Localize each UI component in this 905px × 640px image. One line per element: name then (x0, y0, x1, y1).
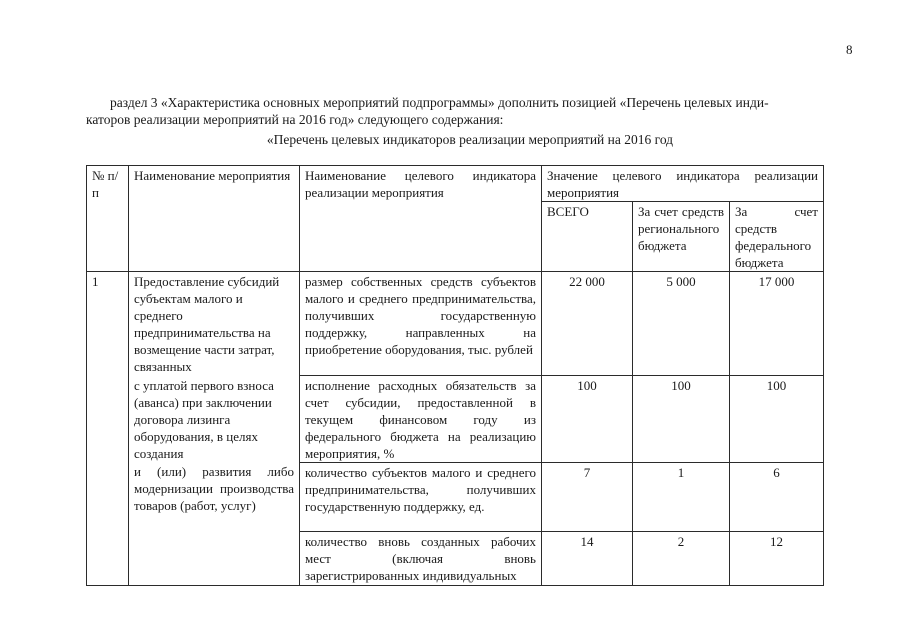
header-regional: За счет средств регионального бюджета (633, 202, 730, 272)
indicator-regional: 5 000 (633, 272, 730, 376)
indicator-federal: 100 (730, 376, 824, 463)
indicator-name: размер собственных средств субъектов малого и среднего предпринимательства, получивших государственную поддержку, направленных на приобретение оборудования, тыс. рублей (300, 272, 542, 376)
indicator-federal: 12 (730, 532, 824, 586)
indicator-total: 22 000 (542, 272, 633, 376)
indicator-name: количество субъектов малого и среднего предпринимательства, получивших государственную поддержку, ед. (300, 463, 542, 532)
event-name-part-1: Предоставление субсидий субъектам малого и среднего предпринимательства на возмещение части затрат, связанных (134, 274, 280, 374)
header-num: № п/п (87, 166, 129, 272)
header-indicator-name: Наименование целевого индикатора реализации мероприятия (300, 166, 542, 272)
header-total: ВСЕГО (542, 202, 633, 272)
indicator-total: 14 (542, 532, 633, 586)
table-row (87, 272, 824, 376)
indicator-regional: 2 (633, 532, 730, 586)
indicator-name: количество вновь созданных рабочих мест (включая вновь зарегистрированных индивидуальных (300, 532, 542, 586)
indicator-regional: 100 (633, 376, 730, 463)
indicator-federal: 6 (730, 463, 824, 532)
header-value-group: Значение целевого индикатора реализации мероприятия (542, 166, 824, 202)
header-event-name: Наименование мероприятия (129, 166, 300, 272)
indicator-total: 7 (542, 463, 633, 532)
intro-line-2: каторов реализации мероприятий на 2016 год» следующего содержания: (86, 112, 504, 127)
table-caption: «Перечень целевых индикаторов реализации мероприятий на 2016 год (266, 132, 674, 147)
event-name-part-2: с уплатой первого взноса (аванса) при заключении договора лизинга оборудования, в целях создания (134, 378, 274, 461)
row-num: 1 (87, 272, 129, 586)
header-federal: За счет средств федерального бюджета (730, 202, 824, 272)
indicator-regional: 1 (633, 463, 730, 532)
intro-line-1: раздел 3 «Характеристика основных мероприятий подпрограммы» дополнить позицией «Перечень целевых инди- (110, 95, 769, 110)
event-name-cell (129, 272, 300, 586)
indicator-federal: 17 000 (730, 272, 824, 376)
indicator-name: исполнение расходных обязательств за счет субсидии, предоставленной в текущем финансовом году из федерального бюджета на реализацию мероприятия, % (300, 376, 542, 463)
indicators-table (86, 165, 824, 586)
event-name-part-3: и (или) развития либо модернизации производства товаров (работ, услуг) (134, 464, 294, 513)
intro-paragraph (86, 94, 854, 128)
page-number: 8 (846, 42, 853, 57)
indicator-total: 100 (542, 376, 633, 463)
